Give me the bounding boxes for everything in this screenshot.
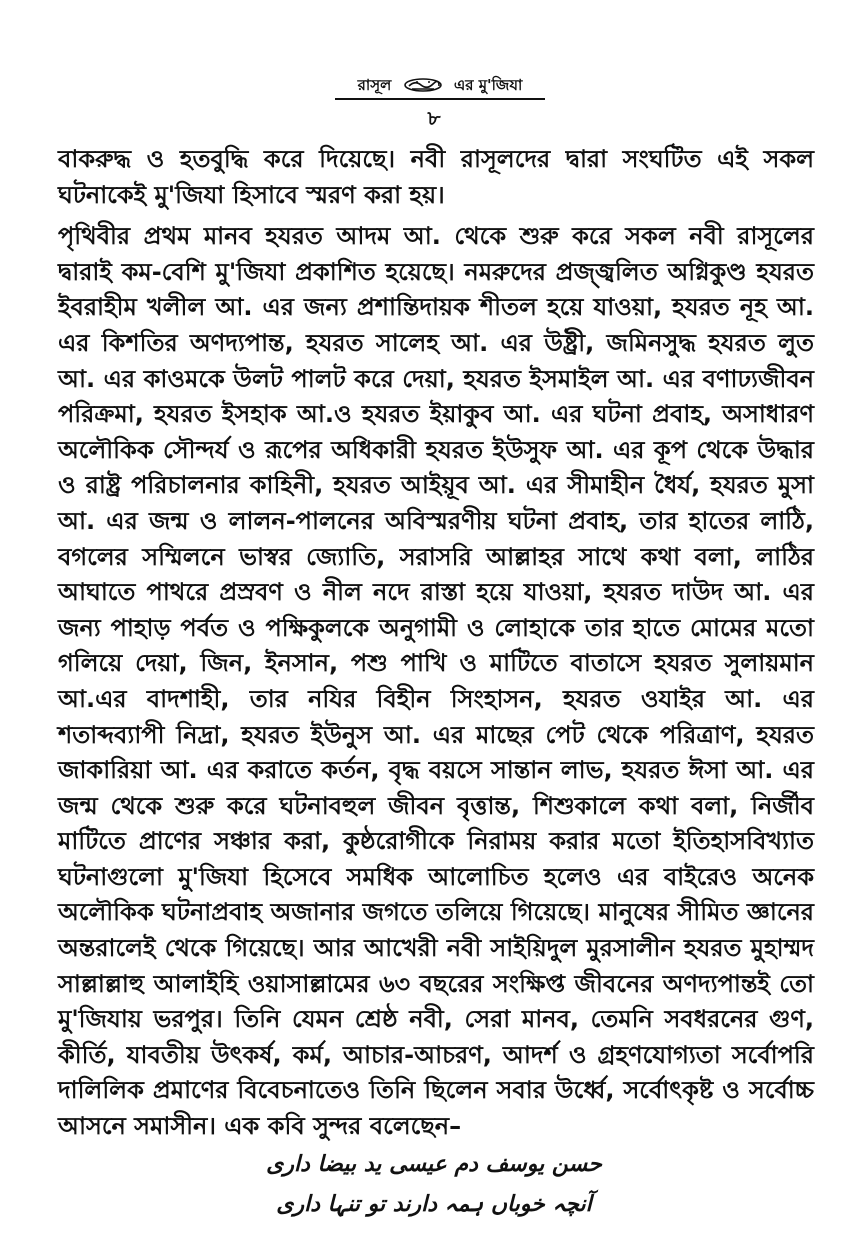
paragraph-1: বাকরুদ্ধ ও হতবুদ্ধি করে দিয়েছে। নবী রাসূলদের দ্বারা সংঘটিত এই সকল ঘটনাকেই মু'জিযা হিসাবে স্মরণ করা হয়।: [58, 145, 814, 209]
calligraphy-seal-icon: [403, 77, 443, 97]
header-left-text: রাসূল: [357, 76, 392, 94]
body-text: [58, 142, 814, 1145]
running-header: [335, 74, 545, 104]
paragraph-2: পৃথিবীর প্রথম মানব হযরত আদম আ. থেকে শুরু করে সকল নবী রাসূলের দ্বারাই কম-বেশি মু'জিযা প্রকাশিত হয়েছে। নমরুদের প্রজ্জ্বলিত অগ্নিকুণ্ড হযরত ইবরাহীম খলীল আ. এর জন্য প্রশান্তিদায়ক শীতল হয়ে যাওয়া, হযরত নূহ আ. এর কিশতির অণদ্যপান্ত, হযরত সালেহ আ. এর উষ্ট্রী, জমিনসুদ্ধ হযরত লুত আ. এর কাওমকে উলট পালট করে দেয়া, হযরত ইসমাইল আ. এর বণাঢ্যজীবন পরিক্রমা, হযরত ইসহাক আ.ও হযরত ইয়াকুব আ. এর ঘটনা প্রবাহ, অসাধারণ অলৌকিক সৌন্দর্য ও রূপের অধিকারী হযরত ইউসুফ আ. এর কূপ থেকে উদ্ধার ও রাষ্ট্র পরিচালনার কাহিনী, হযরত আইয়ূব আ. এর সীমাহীন ধৈর্য, হযরত মুসা আ. এর জন্ম ও লালন-পালনের অবিস্মরণীয় ঘটনা প্রবাহ, তার হাতের লাঠি, বগলের সম্মিলনে ভাস্বর জ্যোতি, সরাসরি আল্লাহর সাথে কথা বলা, লাঠির আঘাতে পাথরে প্রস্রবণ ও নীল নদে রাস্তা হয়ে যাওয়া, হযরত দাউদ আ. এর জন্য পাহাড় পর্বত ও পক্ষিকুলকে অনুগামী ও লোহাকে তার হাতে মোমের মতো গলিয়ে দেয়া, জিন, ইনসান, পশু পাখি ও মাটিতে বাতাসে হযরত সুলায়মান আ.এর বাদশাহী, তার নযির বিহীন সিংহাসন, হযরত ওযাইর আ. এর শতাব্দব্যাপী নিদ্রা, হযরত ইউনুস আ. এর মাছের পেট থেকে পরিত্রাণ, হযরত জাকারিয়া আ. এর করাতে কর্তন, বৃদ্ধ বয়সে সান্তান লাভ, হযরত ঈসা আ. এর জন্ম থেকে শুরু করে ঘটনাবহুল জীবন বৃত্তান্ত, শিশুকালে কথা বলা, নির্জীব মাটিতে প্রাণের সঞ্চার করা, কুষ্ঠরোগীকে নিরাময় করার মতো ইতিহাসবিখ্যাত ঘটনাগুলো মু'জিযা হিসেবে সমধিক আলোচিত হলেও এর বাইরেও অনেক অলৌকিক ঘটনাপ্রবাহ অজানার জগতে তলিয়ে গিয়েছে। মানুষের সীমিত জ্ঞানের অন্তরালেই থেকে গিয়েছে। আর আখেরী নবী সাইয়িদুল মুরসালীন হযরত মুহাম্মদ সাল্লাল্লাহু আলাইহি ওয়াসাল্লামের ৬৩ বছরের সংক্ষিপ্ত জীবনের অণদ্যপান্তই তো মু'জিযায় ভরপুর। তিনি যেমন শ্রেষ্ঠ নবী, সেরা মানব, তেমনি সবধরনের গুণ, কীর্তি, যাবতীয় উৎকর্ষ, কর্ম, আচার-আচরণ, আদর্শ ও গ্রহণযোগ্যতা সর্বোপরি দালিলিক প্রমাণের বিবেচনাতেও তিনি ছিলেন সবার উর্ধ্বে, সর্বোৎকৃষ্ট ও সর্বোচ্চ আসনে সমাসীন। এক কবি সুন্দর বলেছেন–: [58, 222, 814, 1141]
header-rule: [335, 98, 545, 100]
header-text: [335, 74, 545, 99]
header-right-text: এর মু'জিযা: [453, 76, 523, 94]
verse-line-2: آنچہ خوباں ہمہ دارند تو تنہا داری: [276, 1192, 592, 1217]
page-number: ৮: [427, 106, 441, 130]
verse-line-1: حسن یوسف دم عیسی ید بیضا داری: [266, 1152, 602, 1177]
